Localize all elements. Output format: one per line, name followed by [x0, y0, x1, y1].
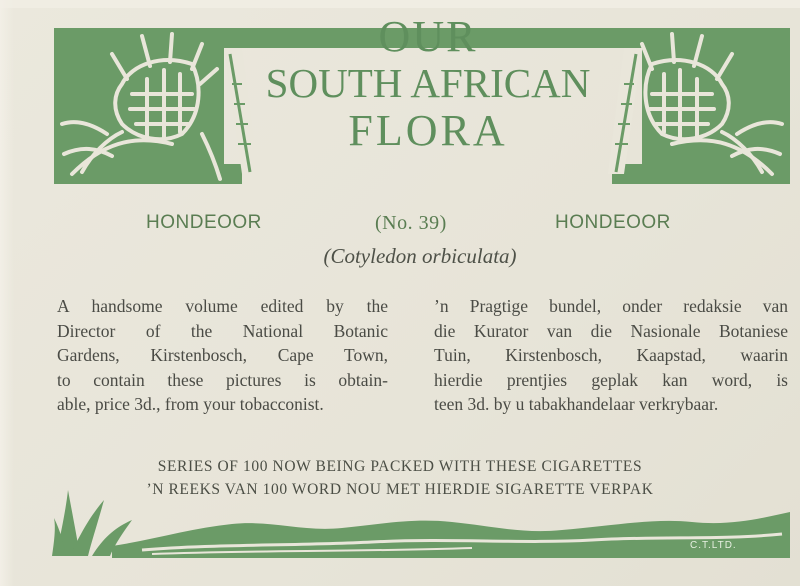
mountain-range — [112, 512, 790, 558]
maker-credit: C.T.LTD. — [690, 540, 737, 551]
title-line-1: OUR — [378, 12, 478, 61]
english-description — [57, 294, 388, 417]
afrikaans-line: Tuin, Kirstenbosch, Kaapstad, waarin — [434, 345, 788, 365]
english-line: A handsome volume edited by the — [57, 296, 388, 316]
afrikaans-description — [434, 294, 788, 417]
card-title — [228, 14, 628, 156]
english-line: to contain these pictures is obtain- — [57, 369, 388, 390]
afrikaans-line: die Kurator van die Nasionale Botaniese — [434, 320, 788, 341]
latin-name: (Cotyledon orbiculata) — [323, 244, 517, 268]
plant-name-afrikaans: HONDEOOR — [555, 212, 671, 233]
series-line-english: SERIES OF 100 NOW BEING PACKED WITH THESE CIGARETTES — [157, 458, 643, 475]
title-line-3: FLORA — [348, 106, 508, 155]
afrikaans-line: ’n Pragtige bundel, onder redaksie van — [434, 296, 788, 316]
series-line-afrikaans: ’N REEKS VAN 100 WORD NOU MET HIERDIE SIGARETTE VERPAK — [146, 481, 654, 498]
english-line: able, price 3d., from your tobacconist. — [57, 394, 324, 414]
landscape-footer — [52, 488, 792, 558]
card-number: (No. 39) — [375, 212, 447, 234]
afrikaans-line: teen 3d. by u tabakhandelaar verkrybaar. — [434, 394, 719, 414]
english-line: Gardens, Kirstenbosch, Cape Town, — [57, 345, 388, 365]
title-line-2: SOUTH AFRICAN — [265, 60, 591, 106]
english-line: Director of the National Botanic — [57, 320, 388, 341]
afrikaans-line: hierdie prentjies geplak kan word, is — [434, 369, 788, 390]
plant-name-english: HONDEOOR — [146, 212, 262, 233]
